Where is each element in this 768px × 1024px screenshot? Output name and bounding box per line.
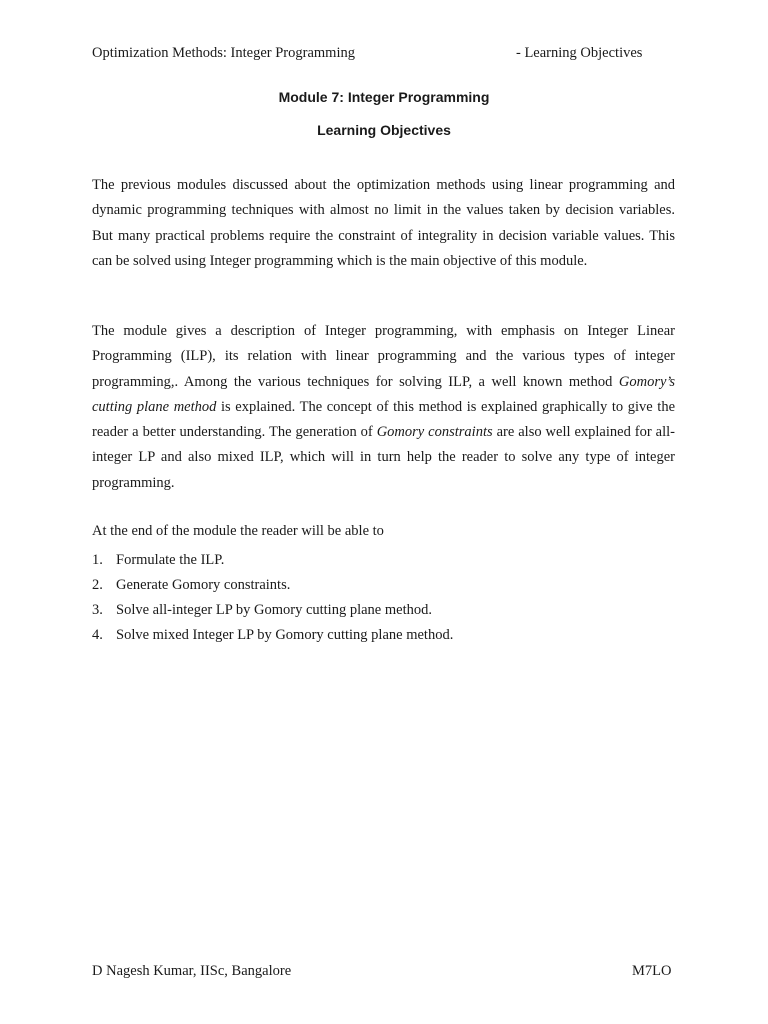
list-text: Solve all-integer LP by Gomory cutting plane method.: [116, 602, 432, 618]
header-right: - Learning Objectives: [516, 45, 643, 61]
list-number: 1.: [92, 552, 103, 568]
paragraph-text: are also well explained for all- integer LP and also mixed ILP, which will in turn help the reader to solve any type of integer programming.: [92, 424, 675, 491]
footer-right: M7LO: [632, 963, 672, 979]
list-text: Generate Gomory constraints.: [116, 577, 291, 593]
paragraph-text: is explained. The concept of this method is explained graphically to give the reader a better understanding. The generation of: [92, 398, 676, 441]
paragraph-intro: The previous modules discussed about the optimization methods using linear programming and dynamic programming techniques with almost no limit in the values taken by decision variables. But many practical problems require the constraint of integrality in decision variable values. This can be solved using Integer programming which is the main objective of this module.: [92, 177, 675, 269]
list-item: [92, 551, 453, 576]
gomory-constraints-term: Gomory constraints: [376, 424, 493, 441]
paragraph-description: [92, 319, 675, 496]
footer-left: D Nagesh Kumar, IISc, Bangalore: [92, 963, 292, 979]
list-text: Solve mixed Integer LP by Gomory cutting plane method.: [116, 627, 454, 643]
section-title: Learning Objectives: [317, 122, 451, 138]
list-text: Formulate the ILP.: [116, 552, 225, 568]
list-item: [92, 576, 453, 601]
header-left: Optimization Methods: Integer Programming: [92, 45, 355, 61]
paragraph-text: The module gives a description of Integer programming, with emphasis on Integer Linear Programming (ILP), its relation with linear programming and the various types of integer programming,. Among the various techniques for solving ILP, a well known method: [92, 323, 675, 390]
objectives-intro: At the end of the module the reader will be able to: [92, 523, 384, 539]
list-number: 4.: [92, 627, 103, 643]
list-number: 2.: [92, 577, 103, 593]
list-number: 3.: [92, 602, 103, 618]
list-item: [92, 601, 453, 626]
gomory-method-term: Gomory’s cutting plane method: [92, 373, 675, 415]
module-title: Module 7: Integer Programming: [278, 89, 490, 105]
list-item: [92, 626, 453, 651]
objectives-list: [92, 551, 453, 651]
